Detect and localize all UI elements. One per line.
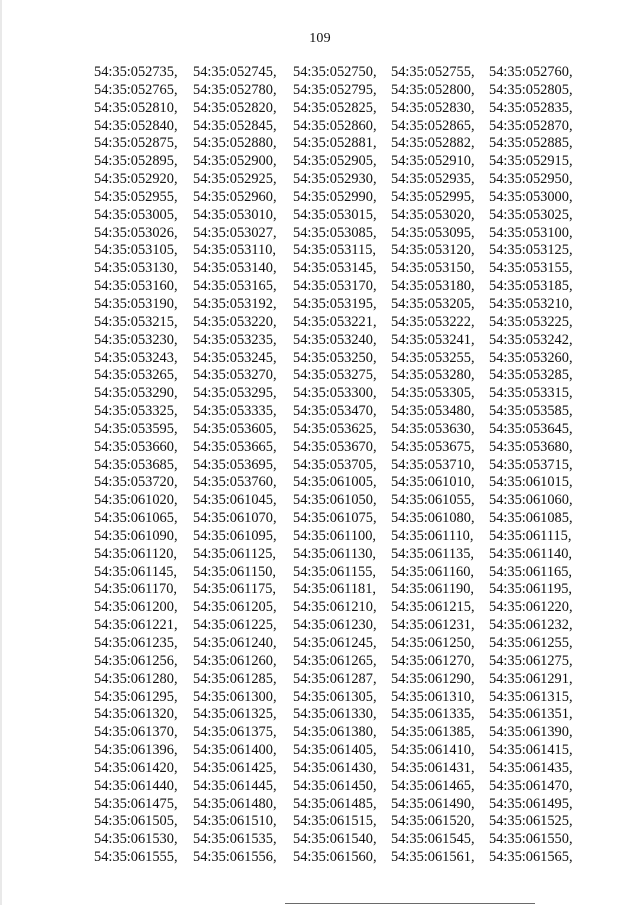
cadastral-number: 54:35:053470, — [293, 403, 377, 420]
cadastral-number: 54:35:061130, — [293, 545, 377, 562]
cadastral-number: 54:35:053720, — [94, 474, 178, 491]
cadastral-number: 54:35:052925, — [193, 171, 277, 188]
cadastral-number: 54:35:053210, — [489, 295, 573, 312]
cadastral-number: 54:35:061435, — [489, 759, 573, 776]
cadastral-number: 54:35:061010, — [391, 474, 475, 491]
cadastral-number: 54:35:053760, — [193, 474, 277, 491]
cadastral-number: 54:35:053140, — [193, 260, 277, 277]
cadastral-number: 54:35:053085, — [293, 224, 377, 241]
cadastral-number: 54:35:053670, — [293, 438, 377, 455]
cadastral-number: 54:35:061005, — [293, 474, 377, 491]
cadastral-number: 54:35:052915, — [489, 153, 573, 170]
cadastral-number: 54:35:053710, — [391, 456, 475, 473]
cadastral-number: 54:35:052735, — [94, 64, 178, 80]
cadastral-number: 54:35:061325, — [193, 706, 277, 723]
cadastral-number: 54:35:061540, — [293, 831, 377, 848]
cadastral-number: 54:35:061150, — [193, 563, 277, 580]
cadastral-number: 54:35:052935, — [391, 171, 475, 188]
cadastral-number: 54:35:053100, — [489, 224, 573, 241]
cadastral-number: 54:35:061305, — [293, 688, 377, 705]
cadastral-number: 54:35:053595, — [94, 420, 178, 437]
cadastral-number: 54:35:053005, — [94, 206, 178, 223]
cadastral-number: 54:35:053605, — [193, 420, 277, 437]
cadastral-number: 54:35:061055, — [391, 492, 475, 509]
cadastral-number: 54:35:061510, — [193, 813, 277, 830]
cadastral-number: 54:35:053120, — [391, 242, 475, 259]
cadastral-number: 54:35:061315, — [489, 688, 573, 705]
cadastral-number: 54:35:061310, — [391, 688, 475, 705]
cadastral-number: 54:35:061380, — [293, 724, 377, 741]
cadastral-number: 54:35:061555, — [94, 849, 178, 866]
cadastral-number: 54:35:053105, — [94, 242, 178, 259]
cadastral-number: 54:35:053115, — [293, 242, 377, 259]
cadastral-number: 54:35:061275, — [489, 652, 573, 669]
cadastral-number: 54:35:053260, — [489, 349, 573, 366]
cadastral-number: 54:35:061420, — [94, 759, 178, 776]
cadastral-number: 54:35:061525, — [489, 813, 573, 830]
cadastral-number: 54:35:053285, — [489, 367, 573, 384]
cadastral-number: 54:35:061155, — [293, 563, 377, 580]
cadastral-number: 54:35:052900, — [193, 153, 277, 170]
cadastral-number: 54:35:052825, — [293, 99, 377, 116]
cadastral-number: 54:35:061256, — [94, 652, 178, 669]
cadastral-number: 54:35:052845, — [193, 117, 277, 134]
cadastral-number: 54:35:061015, — [489, 474, 573, 491]
cadastral-number: 54:35:061220, — [489, 599, 573, 616]
page-number: 109 — [309, 31, 331, 46]
cadastral-number: 54:35:053145, — [293, 260, 377, 277]
cadastral-number: 54:35:061470, — [489, 777, 573, 794]
cadastral-number: 54:35:053110, — [193, 242, 277, 259]
cadastral-number: 54:35:061405, — [293, 742, 377, 759]
cadastral-number: 54:35:061530, — [94, 831, 178, 848]
cadastral-number: 54:35:053250, — [293, 349, 377, 366]
cadastral-number: 54:35:052810, — [94, 99, 178, 116]
cadastral-number: 54:35:061255, — [489, 635, 573, 651]
cadastral-number: 54:35:061270, — [391, 652, 475, 669]
cadastral-number: 54:35:053695, — [193, 456, 277, 473]
cadastral-number: 54:35:061320, — [94, 706, 178, 723]
cadastral-number: 54:35:053130, — [94, 260, 178, 277]
cadastral-number: 54:35:061075, — [293, 510, 377, 527]
cadastral-number: 54:35:061415, — [489, 742, 573, 759]
cadastral-number: 54:35:061260, — [193, 652, 277, 669]
cadastral-number: 54:35:052765, — [94, 81, 178, 98]
cadastral-number: 54:35:061160, — [391, 563, 475, 580]
cadastral-number: 54:35:052875, — [94, 135, 178, 152]
cadastral-number: 54:35:061135, — [391, 545, 475, 562]
cadastral-number: 54:35:061250, — [391, 635, 475, 651]
cadastral-number: 54:35:053265, — [94, 367, 178, 384]
cadastral-number: 54:35:053625, — [293, 420, 377, 437]
cadastral-number: 54:35:061545, — [391, 831, 475, 848]
cadastral-number: 54:35:053205, — [391, 295, 475, 312]
cadastral-number: 54:35:061045, — [193, 492, 277, 509]
cadastral-number: 54:35:061335, — [391, 706, 475, 723]
cadastral-number: 54:35:061125, — [193, 545, 277, 562]
cadastral-number: 54:35:061080, — [391, 510, 475, 527]
cadastral-number: 54:35:061190, — [391, 581, 475, 598]
cadastral-number: 54:35:061430, — [293, 759, 377, 776]
cadastral-number: 54:35:061240, — [193, 635, 277, 651]
cadastral-number: 54:35:053335, — [193, 403, 277, 420]
scan-edge — [0, 0, 2, 905]
cadastral-number: 54:35:061375, — [193, 724, 277, 741]
cadastral-number: 54:35:052755, — [391, 64, 475, 80]
cadastral-number: 54:35:061495, — [489, 795, 573, 812]
cadastral-number: 54:35:061465, — [391, 777, 475, 794]
cadastral-number: 54:35:061445, — [193, 777, 277, 794]
cadastral-number: 54:35:061425, — [193, 759, 277, 776]
cadastral-number: 54:35:061505, — [94, 813, 178, 830]
cadastral-number: 54:35:052795, — [293, 81, 377, 98]
cadastral-number: 54:35:053195, — [293, 295, 377, 312]
cadastral-number: 54:35:052865, — [391, 117, 475, 134]
cadastral-number: 54:35:061290, — [391, 670, 475, 687]
cadastral-number: 54:35:053010, — [193, 206, 277, 223]
cadastral-number: 54:35:061235, — [94, 635, 178, 651]
cadastral-number: 54:35:061181, — [293, 581, 377, 598]
cadastral-number: 54:35:053170, — [293, 278, 377, 295]
cadastral-number: 54:35:053660, — [94, 438, 178, 455]
cadastral-number: 54:35:061396, — [94, 742, 178, 759]
cadastral-number: 54:35:061095, — [193, 527, 277, 544]
cadastral-number: 54:35:053225, — [489, 313, 573, 330]
cadastral-number: 54:35:052955, — [94, 188, 178, 205]
cadastral-number: 54:35:061490, — [391, 795, 475, 812]
cadastral-number: 54:35:052910, — [391, 153, 475, 170]
cadastral-number: 54:35:061265, — [293, 652, 377, 669]
cadastral-number: 54:35:061390, — [489, 724, 573, 741]
cadastral-number: 54:35:061485, — [293, 795, 377, 812]
cadastral-number: 54:35:061556, — [193, 849, 277, 866]
cadastral-number: 54:35:053325, — [94, 403, 178, 420]
cadastral-number: 54:35:061515, — [293, 813, 377, 830]
cadastral-number: 54:35:061110, — [391, 527, 474, 544]
cadastral-number: 54:35:061090, — [94, 527, 178, 544]
cadastral-number: 54:35:053270, — [193, 367, 277, 384]
cadastral-number: 54:35:053255, — [391, 349, 475, 366]
cadastral-number: 54:35:061370, — [94, 724, 178, 741]
cadastral-number: 54:35:052840, — [94, 117, 178, 134]
cadastral-number: 54:35:061175, — [193, 581, 277, 598]
cadastral-number: 54:35:053230, — [94, 331, 178, 348]
cadastral-number: 54:35:061225, — [193, 617, 277, 634]
cadastral-number: 54:35:053685, — [94, 456, 178, 473]
cadastral-number: 54:35:053027, — [193, 224, 277, 241]
cadastral-number: 54:35:053645, — [489, 420, 573, 437]
cadastral-number: 54:35:053680, — [489, 438, 573, 455]
cadastral-number: 54:35:053715, — [489, 456, 573, 473]
cadastral-number: 54:35:052950, — [489, 171, 573, 188]
cadastral-number: 54:35:061550, — [489, 831, 573, 848]
cadastral-number: 54:35:061287, — [293, 670, 377, 687]
cadastral-number: 54:35:061431, — [391, 759, 475, 776]
cadastral-number: 54:35:061291, — [489, 670, 573, 687]
cadastral-number: 54:35:053480, — [391, 403, 475, 420]
cadastral-number: 54:35:061210, — [293, 599, 377, 616]
cadastral-number: 54:35:052870, — [489, 117, 573, 134]
cadastral-number: 54:35:061065, — [94, 510, 178, 527]
cadastral-number: 54:35:052920, — [94, 171, 178, 188]
cadastral-number: 54:35:053155, — [489, 260, 573, 277]
cadastral-number: 54:35:053180, — [391, 278, 475, 295]
cadastral-number: 54:35:052995, — [391, 188, 475, 205]
cadastral-number: 54:35:052835, — [489, 99, 573, 116]
scan-artifact-line — [285, 903, 535, 904]
cadastral-number: 54:35:053215, — [94, 313, 178, 330]
cadastral-number: 54:35:053245, — [193, 349, 277, 366]
cadastral-number: 54:35:061085, — [489, 510, 573, 527]
cadastral-number: 54:35:061215, — [391, 599, 475, 616]
cadastral-number: 54:35:061410, — [391, 742, 475, 759]
cadastral-number: 54:35:061385, — [391, 724, 475, 741]
cadastral-number: 54:35:061145, — [94, 563, 178, 580]
cadastral-number: 54:35:052960, — [193, 188, 277, 205]
cadastral-number: 54:35:061221, — [94, 617, 178, 634]
cadastral-number: 54:35:053222, — [391, 313, 475, 330]
cadastral-number: 54:35:061475, — [94, 795, 178, 812]
cadastral-number: 54:35:061060, — [489, 492, 573, 509]
cadastral-number: 54:35:052750, — [293, 64, 377, 80]
cadastral-number: 54:35:053240, — [293, 331, 377, 348]
cadastral-number: 54:35:052885, — [489, 135, 573, 152]
cadastral-number: 54:35:053150, — [391, 260, 475, 277]
cadastral-number: 54:35:053192, — [193, 295, 277, 312]
cadastral-number: 54:35:053025, — [489, 206, 573, 223]
cadastral-number: 54:35:052880, — [193, 135, 277, 152]
cadastral-number: 54:35:061170, — [94, 581, 178, 598]
cadastral-number: 54:35:052780, — [193, 81, 277, 98]
cadastral-number: 54:35:061195, — [489, 581, 573, 598]
cadastral-number: 54:35:061020, — [94, 492, 178, 509]
cadastral-number: 54:35:061245, — [293, 635, 377, 651]
cadastral-number: 54:35:061140, — [489, 545, 573, 562]
cadastral-number: 54:35:053165, — [193, 278, 277, 295]
cadastral-number: 54:35:053235, — [193, 331, 277, 348]
cadastral-number: 54:35:053125, — [489, 242, 573, 259]
cadastral-number: 54:35:061400, — [193, 742, 277, 759]
cadastral-number: 54:35:061535, — [193, 831, 277, 848]
cadastral-number: 54:35:053300, — [293, 385, 377, 402]
cadastral-number: 54:35:061351, — [489, 706, 573, 723]
cadastral-number: 54:35:061205, — [193, 599, 277, 616]
cadastral-number: 54:35:061230, — [293, 617, 377, 634]
cadastral-number: 54:35:061520, — [391, 813, 475, 830]
cadastral-number: 54:35:053242, — [489, 331, 573, 348]
cadastral-number: 54:35:061165, — [489, 563, 573, 580]
cadastral-number: 54:35:061100, — [293, 527, 377, 544]
cadastral-number: 54:35:061330, — [293, 706, 377, 723]
cadastral-number: 54:35:053026, — [94, 224, 178, 241]
cadastral-number: 54:35:061115, — [489, 527, 572, 544]
cadastral-number: 54:35:053675, — [391, 438, 475, 455]
cadastral-number: 54:35:053241, — [391, 331, 475, 348]
cadastral-number: 54:35:053221, — [293, 313, 377, 330]
cadastral-number: 54:35:052895, — [94, 153, 178, 170]
cadastral-number: 54:35:061440, — [94, 777, 178, 794]
cadastral-number: 54:35:052860, — [293, 117, 377, 134]
cadastral-number: 54:35:052800, — [391, 81, 475, 98]
cadastral-number: 54:35:052881, — [293, 135, 377, 152]
cadastral-number: 54:35:052830, — [391, 99, 475, 116]
cadastral-number: 54:35:052820, — [193, 99, 277, 116]
cadastral-number-list — [94, 64, 602, 867]
cadastral-number: 54:35:061565, — [489, 849, 573, 866]
cadastral-number: 54:35:053585, — [489, 403, 573, 420]
cadastral-number: 54:35:061232, — [489, 617, 573, 634]
cadastral-number: 54:35:053220, — [193, 313, 277, 330]
cadastral-number: 54:35:061300, — [193, 688, 277, 705]
cadastral-number: 54:35:052745, — [193, 64, 277, 80]
cadastral-number: 54:35:061560, — [293, 849, 377, 866]
cadastral-number: 54:35:061050, — [293, 492, 377, 509]
cadastral-number: 54:35:061200, — [94, 599, 178, 616]
cadastral-number: 54:35:053015, — [293, 206, 377, 223]
cadastral-number: 54:35:053275, — [293, 367, 377, 384]
cadastral-number: 54:35:053160, — [94, 278, 178, 295]
cadastral-number: 54:35:061295, — [94, 688, 178, 705]
cadastral-number: 54:35:053190, — [94, 295, 178, 312]
cadastral-number: 54:35:061280, — [94, 670, 178, 687]
cadastral-number: 54:35:053000, — [489, 188, 573, 205]
cadastral-number: 54:35:052805, — [489, 81, 573, 98]
cadastral-number: 54:35:052882, — [391, 135, 475, 152]
cadastral-number: 54:35:053705, — [293, 456, 377, 473]
cadastral-number: 54:35:053020, — [391, 206, 475, 223]
cadastral-number: 54:35:052905, — [293, 153, 377, 170]
cadastral-number: 54:35:053305, — [391, 385, 475, 402]
cadastral-number: 54:35:061561, — [391, 849, 475, 866]
cadastral-number: 54:35:053095, — [391, 224, 475, 241]
cadastral-number: 54:35:053315, — [489, 385, 573, 402]
cadastral-number: 54:35:061450, — [293, 777, 377, 794]
cadastral-number: 54:35:053630, — [391, 420, 475, 437]
cadastral-number: 54:35:061231, — [391, 617, 475, 634]
cadastral-number: 54:35:061070, — [193, 510, 277, 527]
cadastral-number: 54:35:061285, — [193, 670, 277, 687]
cadastral-number: 54:35:053295, — [193, 385, 277, 402]
cadastral-number: 54:35:052930, — [293, 171, 377, 188]
cadastral-number: 54:35:053185, — [489, 278, 573, 295]
cadastral-number: 54:35:053665, — [193, 438, 277, 455]
cadastral-number: 54:35:053243, — [94, 349, 178, 366]
cadastral-number: 54:35:052990, — [293, 188, 377, 205]
cadastral-number: 54:35:052760, — [489, 64, 573, 80]
cadastral-number: 54:35:061120, — [94, 545, 178, 562]
cadastral-number: 54:35:061480, — [193, 795, 277, 812]
cadastral-number: 54:35:053290, — [94, 385, 178, 402]
cadastral-number: 54:35:053280, — [391, 367, 475, 384]
